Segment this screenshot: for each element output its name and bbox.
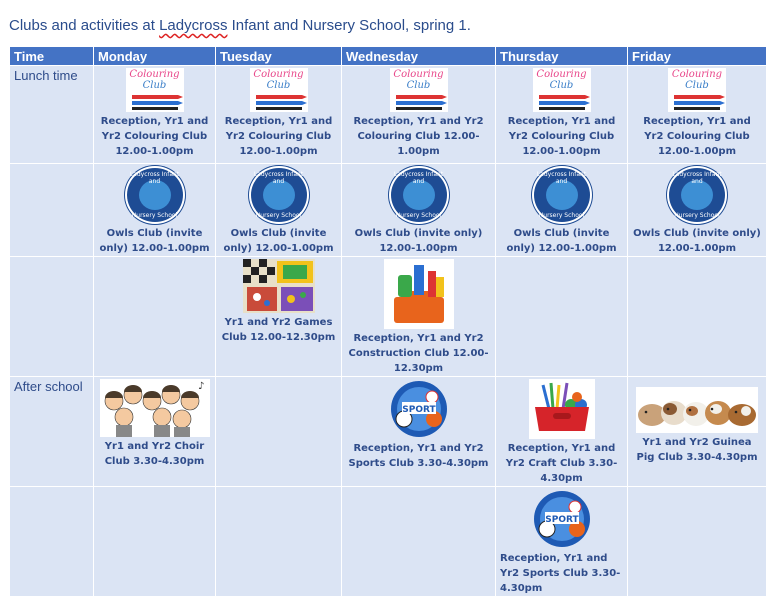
cell-owls-wed bbox=[342, 164, 496, 257]
header-friday: Friday bbox=[628, 47, 767, 66]
header-wednesday: Wednesday bbox=[342, 47, 496, 66]
cell-owls-mon bbox=[94, 164, 216, 257]
title-prefix: Clubs and activities at bbox=[9, 17, 160, 34]
club-caption: Owls Club (invite only) 12.00-1.00pm bbox=[633, 228, 761, 254]
club-caption: Reception, Yr1 and Yr2 Colouring Club 12.00-1.00pm bbox=[224, 116, 333, 157]
svg-text:SPORT: SPORT bbox=[544, 515, 579, 525]
cell-sports-wed bbox=[342, 377, 496, 487]
header-tuesday: Tuesday bbox=[216, 47, 342, 66]
coloring-club-image: Colouring Club bbox=[250, 68, 308, 112]
table-row bbox=[10, 377, 767, 487]
club-caption: Reception, Yr1 and Yr2 Sports Club 3.30-4.30pm bbox=[500, 553, 621, 594]
cell-empty bbox=[216, 377, 342, 487]
club-caption: Reception, Yr1 and Yr2 Colouring Club 12.00-1.00pm bbox=[353, 116, 484, 157]
sport-badge-image bbox=[529, 489, 595, 549]
cell-empty bbox=[628, 257, 767, 377]
svg-text:SPORT: SPORT bbox=[401, 405, 436, 415]
club-caption: Owls Club (invite only) 12.00-1.00pm bbox=[223, 228, 334, 254]
club-caption: Reception, Yr1 and Yr2 Construction Club 12.00-12.30pm bbox=[348, 333, 489, 374]
club-caption: Owls Club (invite only) 12.00-1.00pm bbox=[506, 228, 617, 254]
time-empty bbox=[10, 164, 94, 257]
school-logo-owl: Ladycross Infant and Nursery School bbox=[667, 166, 727, 224]
cell-coloring-tue bbox=[216, 66, 342, 164]
school-logo-owl: Ladycross Infant and Nursery School bbox=[532, 166, 592, 224]
club-caption: Owls Club (invite only) 12.00-1.00pm bbox=[99, 228, 210, 254]
table-row bbox=[10, 487, 767, 597]
club-caption: Yr1 and Yr2 Choir Club 3.30-4.30pm bbox=[104, 441, 205, 467]
time-after-school: After school bbox=[10, 377, 94, 487]
club-caption: Reception, Yr1 and Yr2 Colouring Club 12.00-1.00pm bbox=[100, 116, 209, 157]
cell-owls-thu bbox=[496, 164, 628, 257]
cell-craft-thu bbox=[496, 377, 628, 487]
club-caption: Reception, Yr1 and Yr2 Colouring Club 12.00-1.00pm bbox=[643, 116, 751, 157]
clubs-table bbox=[9, 46, 767, 597]
cell-games-tue bbox=[216, 257, 342, 377]
coloring-club-image: Colouring Club bbox=[533, 68, 591, 112]
cell-choir-mon bbox=[94, 377, 216, 487]
sport-badge-image bbox=[386, 379, 452, 439]
title-school: Ladycross bbox=[159, 17, 228, 34]
cell-coloring-fri bbox=[628, 66, 767, 164]
cell-owls-fri bbox=[628, 164, 767, 257]
header-monday: Monday bbox=[94, 47, 216, 66]
guinea-pigs-image bbox=[636, 387, 758, 433]
cell-empty bbox=[94, 257, 216, 377]
cell-empty bbox=[342, 487, 496, 597]
school-logo-owl: Ladycross Infant and Nursery School bbox=[125, 166, 185, 224]
club-caption: Reception, Yr1 and Yr2 Craft Club 3.30-4.30pm bbox=[505, 443, 618, 484]
page-title bbox=[9, 17, 471, 34]
coloring-club-image: Colouring Club bbox=[668, 68, 726, 112]
coloring-club-image: Colouring Club bbox=[390, 68, 448, 112]
header-thursday: Thursday bbox=[496, 47, 628, 66]
cell-coloring-wed bbox=[342, 66, 496, 164]
cell-coloring-thu bbox=[496, 66, 628, 164]
title-suffix: Infant and Nursery School, spring 1. bbox=[227, 17, 471, 34]
cell-empty bbox=[496, 257, 628, 377]
cell-coloring-mon bbox=[94, 66, 216, 164]
table-row bbox=[10, 257, 767, 377]
school-logo-owl: Ladycross Infant and Nursery School bbox=[389, 166, 449, 224]
cell-guinea-fri bbox=[628, 377, 767, 487]
cell-empty bbox=[94, 487, 216, 597]
craft-box-image bbox=[529, 379, 595, 439]
cell-sports-thu bbox=[496, 487, 628, 597]
cell-construction-wed bbox=[342, 257, 496, 377]
time-empty bbox=[10, 257, 94, 377]
club-caption: Owls Club (invite only) 12.00-1.00pm bbox=[354, 228, 483, 254]
cell-empty bbox=[216, 487, 342, 597]
club-caption: Reception, Yr1 and Yr2 Sports Club 3.30-4.30pm bbox=[348, 443, 489, 469]
choir-image bbox=[100, 379, 210, 437]
table-row bbox=[10, 66, 767, 164]
svg-text:♪: ♪ bbox=[197, 381, 204, 392]
club-caption: Yr1 and Yr2 Games Club 12.00-12.30pm bbox=[221, 317, 336, 343]
table-row bbox=[10, 164, 767, 257]
header-time: Time bbox=[10, 47, 94, 66]
board-games-image bbox=[243, 259, 315, 313]
club-caption: Yr1 and Yr2 Guinea Pig Club 3.30-4.30pm bbox=[636, 437, 758, 463]
cell-empty bbox=[628, 487, 767, 597]
header-row bbox=[10, 47, 767, 66]
school-logo-owl: Ladycross Infant and Nursery School bbox=[249, 166, 309, 224]
time-lunch: Lunch time bbox=[10, 66, 94, 164]
construction-toys-image bbox=[384, 259, 454, 329]
time-empty bbox=[10, 487, 94, 597]
cell-owls-tue bbox=[216, 164, 342, 257]
coloring-club-image: Colouring Club bbox=[126, 68, 184, 112]
club-caption: Reception, Yr1 and Yr2 Colouring Club 12.00-1.00pm bbox=[507, 116, 616, 157]
